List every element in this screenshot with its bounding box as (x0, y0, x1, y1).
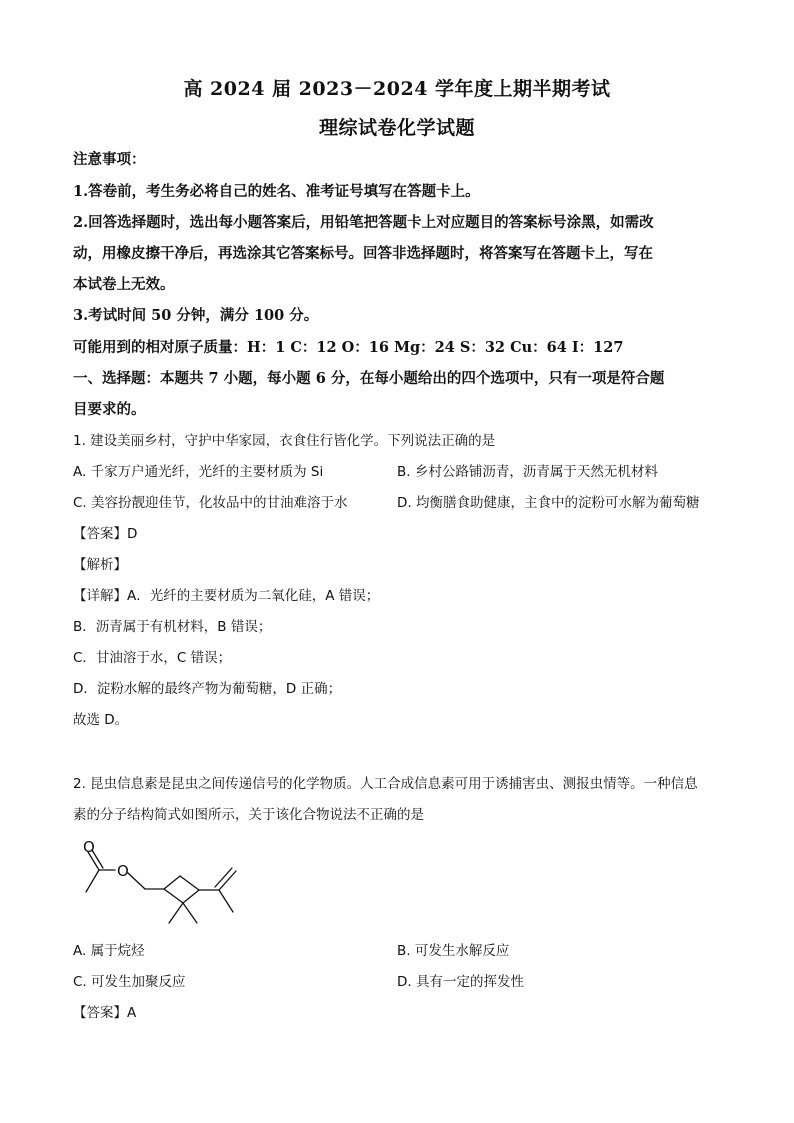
atomic-masses: 可能用到的相对原子质量：H：1 C：12 O：16 Mg：24 S：32 Cu：64 I：127 (73, 339, 624, 356)
q1-detail-2: B．沥青属于有机材料，B 错误； (73, 619, 272, 635)
q1-detail-4: D．淀粉水解的最终产物为葡萄糖，D 正确； (73, 681, 342, 697)
notice-heading: 注意事项： (73, 151, 146, 168)
q1-option-d: D. 均衡膳食助健康，主食中的淀粉可水解为葡萄糖 (397, 495, 700, 511)
q2-answer: 【答案】A (73, 1005, 137, 1021)
q1-answer: 【答案】D (73, 526, 138, 542)
q1-detail-1: 【详解】A．光纤的主要材质为二氧化硅，A 错误； (73, 588, 380, 604)
carbonyl-oxygen-label: O (83, 838, 95, 856)
q1-stem: 1. 建设美丽乡村，守护中华家园，衣食住行皆化学。下列说法正确的是 (73, 433, 496, 449)
q2-option-c: C. 可发生加聚反应 (73, 974, 186, 990)
section-heading-line-1: 一、选择题：本题共 7 小题，每小题 6 分，在每小题给出的四个选项中，只有一项是符合题 (73, 370, 665, 387)
q2-stem-line-1: 2. 昆虫信息素是昆虫之间传递信号的化学物质。人工合成信息素可用于诱捕害虫、测报虫情等。一种信息 (73, 776, 698, 792)
q2-option-d: D. 具有一定的挥发性 (397, 974, 524, 990)
notice-item-2-line-3: 本试卷上无效。 (73, 276, 175, 293)
notice-item-1: 1.答卷前，考生务必将自己的姓名、准考证号填写在答题卡上。 (73, 183, 480, 200)
page-title: 高 2024 届 2023－2024 学年度上期半期考试 (183, 78, 611, 100)
page-subtitle: 理综试卷化学试题 (318, 117, 475, 139)
notice-item-3: 3.考试时间 50 分钟，满分 100 分。 (73, 307, 319, 324)
q1-conclusion: 故选 D。 (73, 712, 129, 728)
notice-item-2-line-1: 2.回答选择题时，选出每小题答案后，用铅笔把答题卡上对应题目的答案标号涂黑，如需改 (73, 214, 654, 231)
q2-option-a: A. 属于烷烃 (73, 943, 145, 959)
q2-molecular-structure (68, 832, 258, 932)
q1-option-a: A. 千家万户通光纤，光纤的主要材质为 Si (73, 464, 324, 480)
q2-stem-line-2: 素的分子结构简式如图所示，关于该化合物说法不正确的是 (73, 807, 424, 823)
q1-analysis-label: 【解析】 (73, 557, 127, 573)
q1-detail-3: C．甘油溶于水，C 错误； (73, 650, 232, 666)
ester-oxygen-label: O (117, 862, 129, 880)
q1-option-b: B. 乡村公路铺沥青，沥青属于天然无机材料 (397, 464, 658, 480)
q1-option-c: C. 美容扮靓迎佳节，化妆品中的甘油难溶于水 (73, 495, 348, 511)
section-heading-line-2: 目要求的。 (73, 401, 146, 418)
notice-item-2-line-2: 动，用橡皮擦干净后，再选涂其它答案标号。回答非选择题时，将答案写在答题卡上，写在 (73, 245, 653, 262)
q2-option-b: B. 可发生水解反应 (397, 943, 510, 959)
